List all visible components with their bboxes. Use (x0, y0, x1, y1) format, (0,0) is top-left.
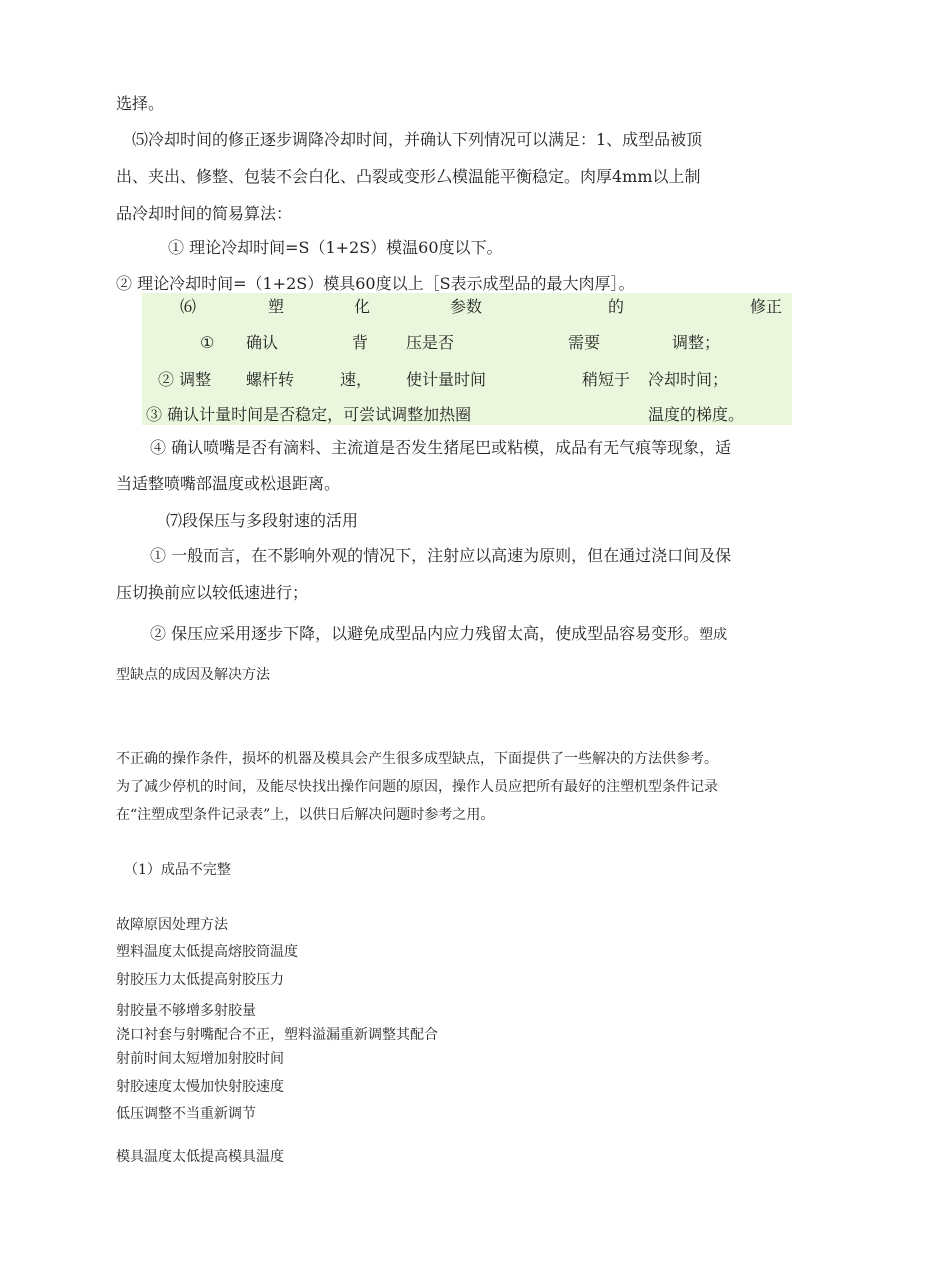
table-cell: 速， (340, 370, 373, 389)
table-cell: 参数 (450, 297, 483, 316)
paragraph-line: 在“注塑成型条件记录表”上，以供日后解决问题时参考之用。 (116, 807, 495, 823)
list-item: 故障原因处理方法 (116, 917, 228, 933)
text-line: 压切换前应以较低速进行； (116, 583, 309, 602)
list-item: 射前时间太短增加射胶时间 (116, 1051, 284, 1067)
list-item: 浇口衬套与射嘴配合不正，塑料溢漏重新调整其配合 (116, 1027, 438, 1043)
table-cell: 确认 (246, 333, 279, 352)
text-line: ⑸冷却时间的修正逐步调降冷却时间，并确认下列情况可以满足：1、成型品被顶 (132, 130, 703, 149)
section-title: （1）成品不完整 (124, 862, 231, 878)
table-cell: 塑 (268, 297, 285, 316)
list-item: 射胶量不够增多射胶量 (116, 1003, 256, 1019)
list-item: 模具温度太低提高模具温度 (116, 1149, 284, 1165)
text-run: ② 保压应采用逐步下降，以避免成型品内应力残留太高，使成型品容易变形。 (150, 624, 700, 643)
paragraph-line: 不正确的操作条件，损坏的机器及模具会产生很多成型缺点，下面提供了一些解决的方法供参考。 (116, 751, 718, 767)
table-cell: 冷却时间； (648, 370, 729, 389)
list-item: 低压调整不当重新调节 (116, 1106, 256, 1122)
text-run: 塑成 (699, 627, 728, 643)
list-item: 射胶压力太低提高射胶压力 (116, 972, 284, 988)
table-cell: ② 调整 (158, 370, 212, 389)
table-cell: ⑹ (180, 297, 197, 316)
text-line: ① 理论冷却时间=S（1+2S）模温60度以下。 (168, 238, 503, 257)
text-line: ① 一般而言，在不影响外观的情况下，注射应以高速为原则，但在通过浇口间及保 (150, 546, 732, 565)
table-cell: 调整； (672, 333, 721, 352)
text-line: 型缺点的成因及解决方法 (116, 667, 270, 683)
list-item: 射胶速度太慢加快射胶速度 (116, 1079, 284, 1095)
table-cell: 螺杆转 (246, 370, 295, 389)
table-cell: 压是否 (406, 333, 455, 352)
table-cell: 的 (608, 297, 625, 316)
table-cell: 背 (352, 333, 369, 352)
table-cell: 温度的梯度。 (648, 405, 745, 424)
table-cell: ① (200, 333, 215, 352)
paragraph-line: 为了减少停机的时间，及能尽快找出操作问题的原因，操作人员应把所有最好的注塑机型条件记录 (116, 779, 718, 795)
text-line: 当适整喷嘴部温度或松退距离。 (116, 474, 341, 493)
table-cell: 稍短于 (582, 370, 631, 389)
table-cell: 使计量时间 (406, 370, 487, 389)
list-item: 塑料温度太低提高熔胶筒温度 (116, 944, 298, 960)
table-cell: 需要 (568, 333, 601, 352)
text-line: ⑺段保压与多段射速的活用 (166, 511, 359, 530)
table-cell: ③ 确认计量时间是否稳定，可尝试调整加热圈 (146, 405, 472, 424)
text-line: ② 理论冷却时间=（1+2S）模具60度以上［S表示成型品的最大肉厚］。 (116, 274, 635, 293)
text-line: 品冷却时间的简易算法： (116, 204, 293, 223)
text-line: 选择。 (116, 94, 165, 113)
text-line: 出、夹出、修整、包装不会白化、凸裂或变形厶模温能平衡稳定。肉厚4mm以上制 (116, 167, 701, 186)
text-line: ④ 确认喷嘴是否有滴料、主流道是否发生猪尾巴或粘模，成品有无气痕等现象，适 (150, 438, 732, 457)
table-cell: 化 (354, 297, 371, 316)
text-line (150, 624, 727, 645)
table-cell: 修正 (750, 297, 783, 316)
